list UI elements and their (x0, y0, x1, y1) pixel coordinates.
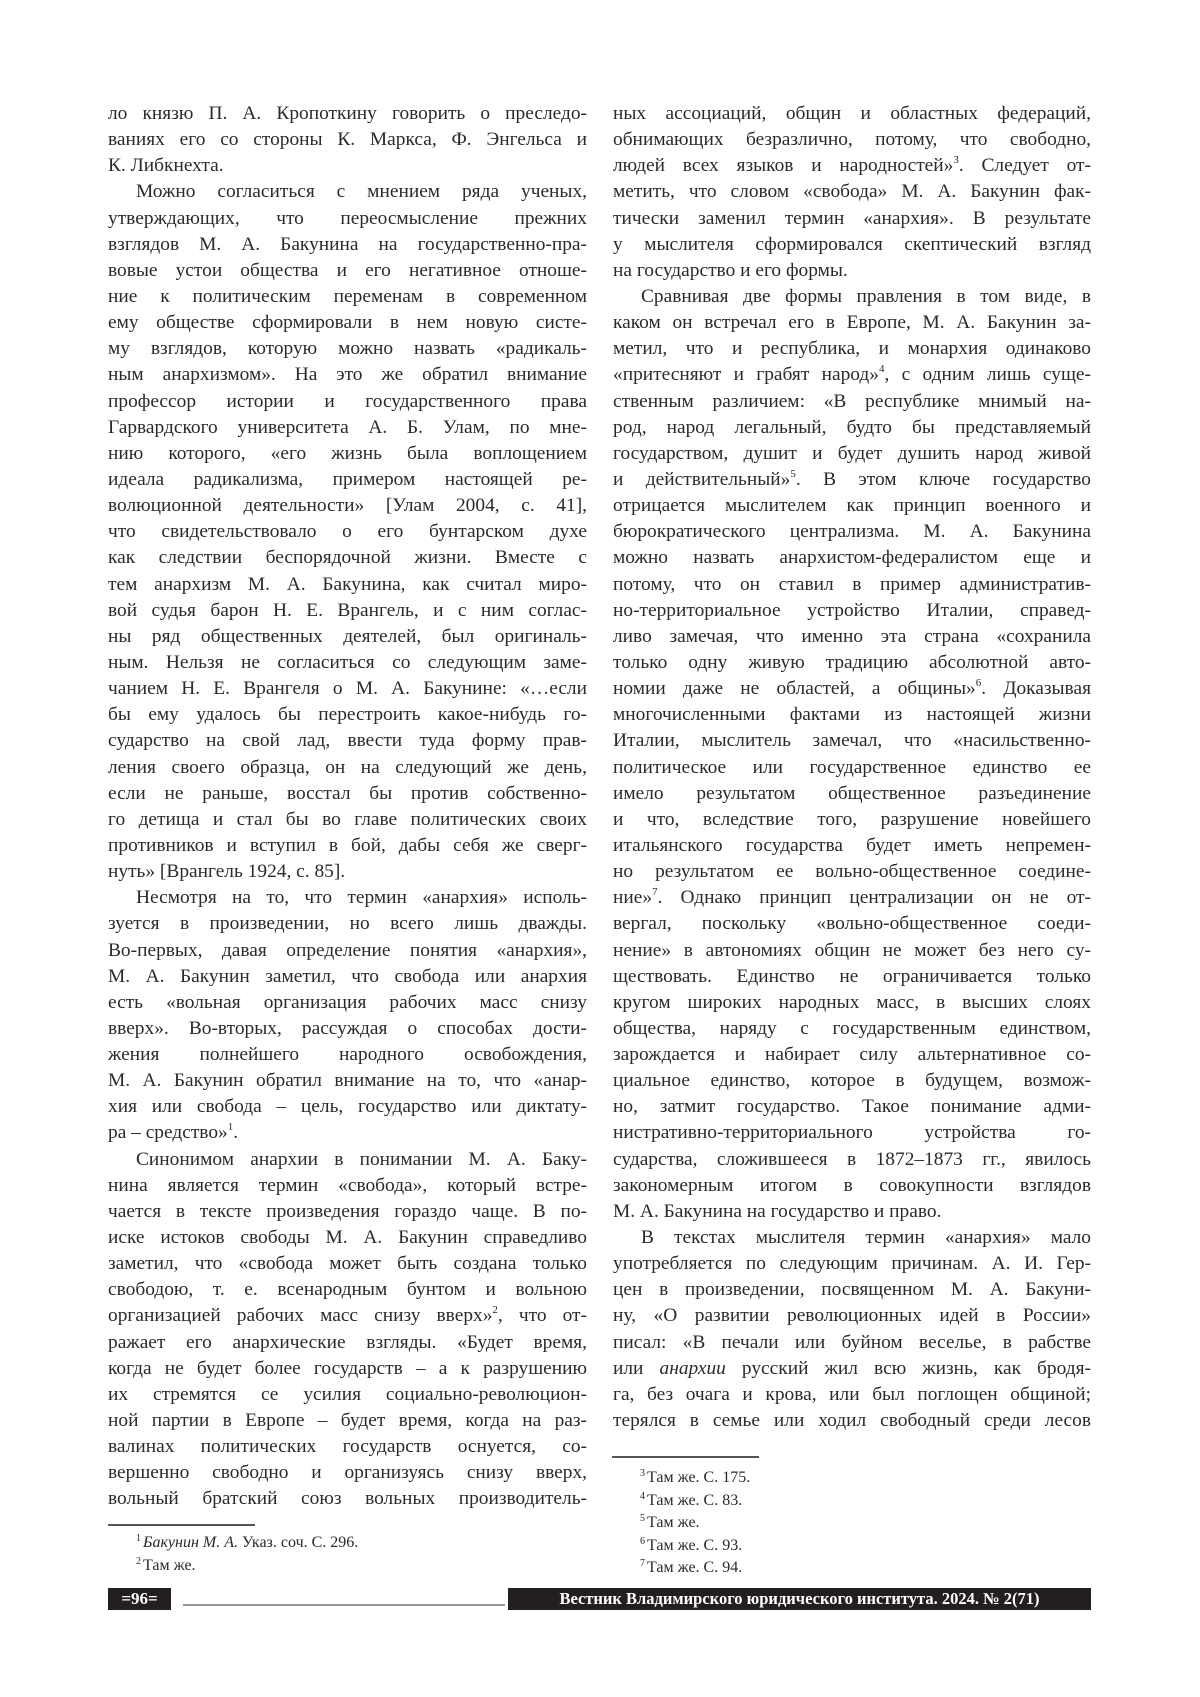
footnote-text: Там же. С. 83. (647, 1492, 742, 1509)
text-line: каком он встречал его в Европе, М. А. Бакунин за- (613, 310, 1091, 336)
text-run: ние» (613, 887, 652, 908)
text-line (613, 467, 1091, 493)
text-line: потому, что он ставил в пример административ- (613, 572, 1091, 598)
text-line: противников и вступил в бой, дабы себя же сверг- (108, 833, 587, 859)
footnote-text: Там же. С. 93. (647, 1537, 742, 1554)
text-line: но-территориальное устройство Италии, справед- (613, 598, 1091, 624)
text-line: отрицается мыслителем как принцип военного и (613, 493, 1091, 519)
text-column-right (613, 101, 1091, 1434)
text-line: ние к политическим переменам в современном (108, 284, 587, 310)
text-run: . Однако принцип централизации он не от- (658, 887, 1091, 908)
text-line: зарождается и набирает силу альтернативное со- (613, 1042, 1091, 1068)
italic-text: анархии (660, 1358, 726, 1379)
text-line: многочисленными фактами из настоящей жизни (613, 702, 1091, 728)
text-line: валинах политических государств оснуется, со- (108, 1434, 587, 1460)
footnote-number: 1 (136, 1533, 141, 1544)
text-line: ления своего образца, он на следующий же день, (108, 755, 587, 781)
text-line: цен в произведении, посвященном М. А. Бакуни- (613, 1277, 1091, 1303)
text-line: га, без очага и крова, или был поглощен общиной; (613, 1382, 1091, 1408)
text-line: утверждающих, что переосмысление прежних (108, 206, 587, 232)
text-run: . Следует от- (959, 155, 1091, 176)
text-line: когда не будет более государств – а к разрушению (108, 1356, 587, 1382)
footnote (640, 1535, 750, 1558)
footnote-number: 6 (640, 1536, 645, 1547)
text-line: М. А. Бакунина на государство и право. (613, 1199, 1091, 1225)
text-line: на государство и его формы. (613, 258, 1091, 284)
footnote-text: Там же. С. 175. (647, 1469, 750, 1486)
text-run: , с одним лишь суще- (884, 364, 1091, 385)
text-run: . Доказывая (981, 678, 1091, 699)
footnote-text: Указ. соч. С. 296. (238, 1534, 358, 1551)
text-line: ной партии в Европе – будет время, когда на раз- (108, 1408, 587, 1434)
footnote (640, 1512, 750, 1535)
text-line: жения полнейшего народного освобождения, (108, 1042, 587, 1068)
footnote-text: Там же. (647, 1514, 700, 1531)
text-line: но, затмит государство. Такое понимание адми- (613, 1094, 1091, 1120)
text-line: К. Либкнехта. (108, 153, 587, 179)
text-line: сударства, сложившееся в 1872–1873 гг., явилось (613, 1147, 1091, 1173)
text-line: М. А. Бакунин заметил, что свобода или анархия (108, 964, 587, 990)
footnote (640, 1467, 750, 1490)
footnote-text: Там же. (143, 1557, 196, 1574)
footnote-ref: 6 (976, 677, 982, 689)
text-run: номии даже не областей, а общины» (613, 678, 976, 699)
text-line: ло князю П. А. Кропоткину говорить о преследо- (108, 101, 587, 127)
text-line: Италии, мыслитель замечал, что «насильственно- (613, 728, 1091, 754)
text-run: ра – средство» (108, 1122, 228, 1143)
footnote (640, 1557, 750, 1580)
text-column-left (108, 101, 587, 1513)
text-run: «притесняют и грабят народ» (613, 364, 879, 385)
text-line (613, 1356, 1091, 1382)
text-line: метил, что и республика, и монархия одинаково (613, 336, 1091, 362)
text-line: вершенно свободно и организуясь снизу вверх, (108, 1460, 587, 1486)
text-line: вверх». Во-вторых, рассуждая о способах дости- (108, 1016, 587, 1042)
text-line: му взглядов, которую можно назвать «радикаль- (108, 336, 587, 362)
text-line: бы ему удалось бы перестроить какое-нибудь го- (108, 702, 587, 728)
text-line: М. А. Бакунин обратил внимание на то, что «анар- (108, 1068, 587, 1094)
text-line: общества, наряду с государственным единством, (613, 1016, 1091, 1042)
footnote-ref: 5 (790, 468, 796, 480)
text-line: свободою, т. е. всенародным бунтом и вольною (108, 1277, 587, 1303)
text-line: имело результатом общественное разъединение (613, 781, 1091, 807)
text-run: . (233, 1122, 238, 1143)
text-line: ражает его анархические взгляды. «Будет время, (108, 1330, 587, 1356)
text-line: вергал, поскольку «вольно-общественное соеди- (613, 911, 1091, 937)
text-line: иске истоков свободы М. А. Бакунин справедливо (108, 1225, 587, 1251)
text-line: что свидетельствовало о его бунтарском духе (108, 519, 587, 545)
text-line: В текстах мыслителя термин «анархия» мало (613, 1225, 1091, 1251)
footnote-ref: 3 (953, 154, 959, 166)
text-line: зуется в произведении, но всего лишь дважды. (108, 911, 587, 937)
text-line (108, 1120, 587, 1146)
text-line: нистративно-территориального устройства го- (613, 1120, 1091, 1146)
text-line: вольный братский союз вольных производитель- (108, 1486, 587, 1512)
text-line: писал: «В печали или буйном веселье, в рабстве (613, 1330, 1091, 1356)
text-line: Гарвардского университета А. Б. Улам, по мне- (108, 415, 587, 441)
text-line: ственным различием: «В республике мнимый на- (613, 389, 1091, 415)
text-line (613, 676, 1091, 702)
text-run: организацией рабочих масс снизу вверх» (108, 1305, 492, 1326)
text-line: нина является термин «свобода», который встре- (108, 1173, 587, 1199)
text-line: бюрократического централизма. М. А. Бакунина (613, 519, 1091, 545)
footnote-ref: 7 (652, 886, 658, 898)
text-line: ществовать. Единство не ограничивается только (613, 964, 1091, 990)
text-line: итальянского государства будет иметь непремен- (613, 833, 1091, 859)
text-line: ны ряд общественных деятелей, был оригиналь- (108, 624, 587, 650)
text-line: чается в тексте произведения гораздо чаще. В по- (108, 1199, 587, 1225)
footnote-number: 7 (640, 1558, 645, 1569)
footnote-author: Бакунин М. А. (143, 1534, 238, 1551)
text-line: ным анархизмом». На это же обратил внимание (108, 362, 587, 388)
text-line: идеала радикализма, примером настоящей ре- (108, 467, 587, 493)
text-line: Синонимом анархии в понимании М. А. Баку- (108, 1147, 587, 1173)
text-line: обнимающих безразлично, потому, что свободно, (613, 127, 1091, 153)
text-line: тически заменил термин «анархия». В результате (613, 206, 1091, 232)
text-line: циальное единство, которое в будущем, возмож- (613, 1068, 1091, 1094)
text-line: профессор истории и государственного права (108, 389, 587, 415)
footnote-ref: 4 (879, 363, 885, 375)
footnote-ref: 2 (492, 1304, 498, 1316)
text-line: ных ассоциаций, общин и областных федераций, (613, 101, 1091, 127)
text-line: и что, вследствие того, разрушение новейшего (613, 807, 1091, 833)
text-line: взглядов М. А. Бакунина на государственно-пра- (108, 232, 587, 258)
footnote-text: Там же. С. 94. (647, 1559, 742, 1576)
text-line: нение» в автономиях общин не может без него су- (613, 938, 1091, 964)
text-line (613, 362, 1091, 388)
footnote (136, 1555, 358, 1578)
footnote-number: 2 (136, 1556, 141, 1567)
footnote-ref: 1 (228, 1121, 234, 1133)
text-run: и действительный» (613, 469, 790, 490)
text-line: Несмотря на то, что термин «анархия» исполь- (108, 885, 587, 911)
text-line: Сравнивая две формы правления в том виде, в (613, 284, 1091, 310)
text-line: ну, «О развитии революционных идей в России» (613, 1303, 1091, 1329)
footnote-number: 3 (640, 1468, 645, 1479)
text-line: можно назвать анархистом-федералистом еще и (613, 545, 1091, 571)
text-line: го детища и стал бы во главе политических своих (108, 807, 587, 833)
text-line: ливо замечая, что именно эта страна «сохранила (613, 624, 1091, 650)
text-line: их стремятся се усилия социально-революцион- (108, 1382, 587, 1408)
text-run: людей всех языков и народностей» (613, 155, 953, 176)
footnote-separator-left (108, 1524, 255, 1526)
text-line (108, 1303, 587, 1329)
footnote-number: 4 (640, 1491, 645, 1502)
text-line: род, народ легальный, будто бы представляемый (613, 415, 1091, 441)
text-line: кругом широких народных масс, в высших слоях (613, 990, 1091, 1016)
footnotes-right (640, 1467, 750, 1580)
footnote (136, 1532, 358, 1555)
text-line: политическое или государственное единство ее (613, 755, 1091, 781)
text-line: тем анархизм М. А. Бакунина, как считал миро- (108, 572, 587, 598)
text-line: терялся в семье или ходил свободный среди лесов (613, 1408, 1091, 1434)
text-line: ным. Нельзя не согласиться со следующим заме- (108, 650, 587, 676)
text-line: нию которого, «его жизнь была воплощением (108, 441, 587, 467)
text-line: Во-первых, давая определение понятия «анархия», (108, 938, 587, 964)
text-line: сударство на свой лад, ввести туда форму прав- (108, 728, 587, 754)
footnote (640, 1490, 750, 1513)
page-number: =96= (108, 1588, 171, 1610)
text-line (613, 153, 1091, 179)
text-line: ему обществе сформировали в нем новую систе- (108, 310, 587, 336)
text-run: . В этом ключе государство (796, 469, 1091, 490)
text-line: употребляется по следующим причинам. А. И. Гер- (613, 1251, 1091, 1277)
text-line (613, 885, 1091, 911)
footnotes-left (136, 1532, 358, 1577)
journal-title: Вестник Владимирского юридического института. 2024. № 2(71) (508, 1588, 1091, 1610)
text-line: Можно согласиться с мнением ряда ученых, (108, 179, 587, 205)
text-line: нуть» [Врангель 1924, с. 85]. (108, 859, 587, 885)
footer-divider (183, 1604, 505, 1606)
text-line: только одну живую традицию абсолютной авто- (613, 650, 1091, 676)
text-line: есть «вольная организация рабочих масс снизу (108, 990, 587, 1016)
text-line: государством, душит и будет душить народ живой (613, 441, 1091, 467)
text-run: или (613, 1358, 660, 1379)
footnote-number: 5 (640, 1513, 645, 1524)
text-line: если не раньше, восстал бы против собственно- (108, 781, 587, 807)
footnote-separator-right (612, 1456, 759, 1458)
text-line: как следствии беспорядочной жизни. Вместе с (108, 545, 587, 571)
text-run: русский жил всю жизнь, как бродя- (726, 1358, 1091, 1379)
text-line: закономерным итогом в совокупности взглядов (613, 1173, 1091, 1199)
text-line: чанием Н. Е. Врангеля о М. А. Бакунине: «…если (108, 676, 587, 702)
text-line: вой судья барон Н. Е. Врангель, и с ним соглас- (108, 598, 587, 624)
text-line: заметил, что «свобода может быть создана только (108, 1251, 587, 1277)
text-line: ваниях его со стороны К. Маркса, Ф. Энгельса и (108, 127, 587, 153)
text-line: но результатом ее вольно-общественное соедине- (613, 859, 1091, 885)
text-line: у мыслителя сформировался скептический взгляд (613, 232, 1091, 258)
text-line: метить, что словом «свобода» М. А. Бакунин фак- (613, 179, 1091, 205)
text-run: , что от- (498, 1305, 587, 1326)
text-line: волюционной деятельности» [Улам 2004, с. 41], (108, 493, 587, 519)
text-line: хия или свобода – цель, государство или диктату- (108, 1094, 587, 1120)
text-line: вовые устои общества и его негативное отноше- (108, 258, 587, 284)
